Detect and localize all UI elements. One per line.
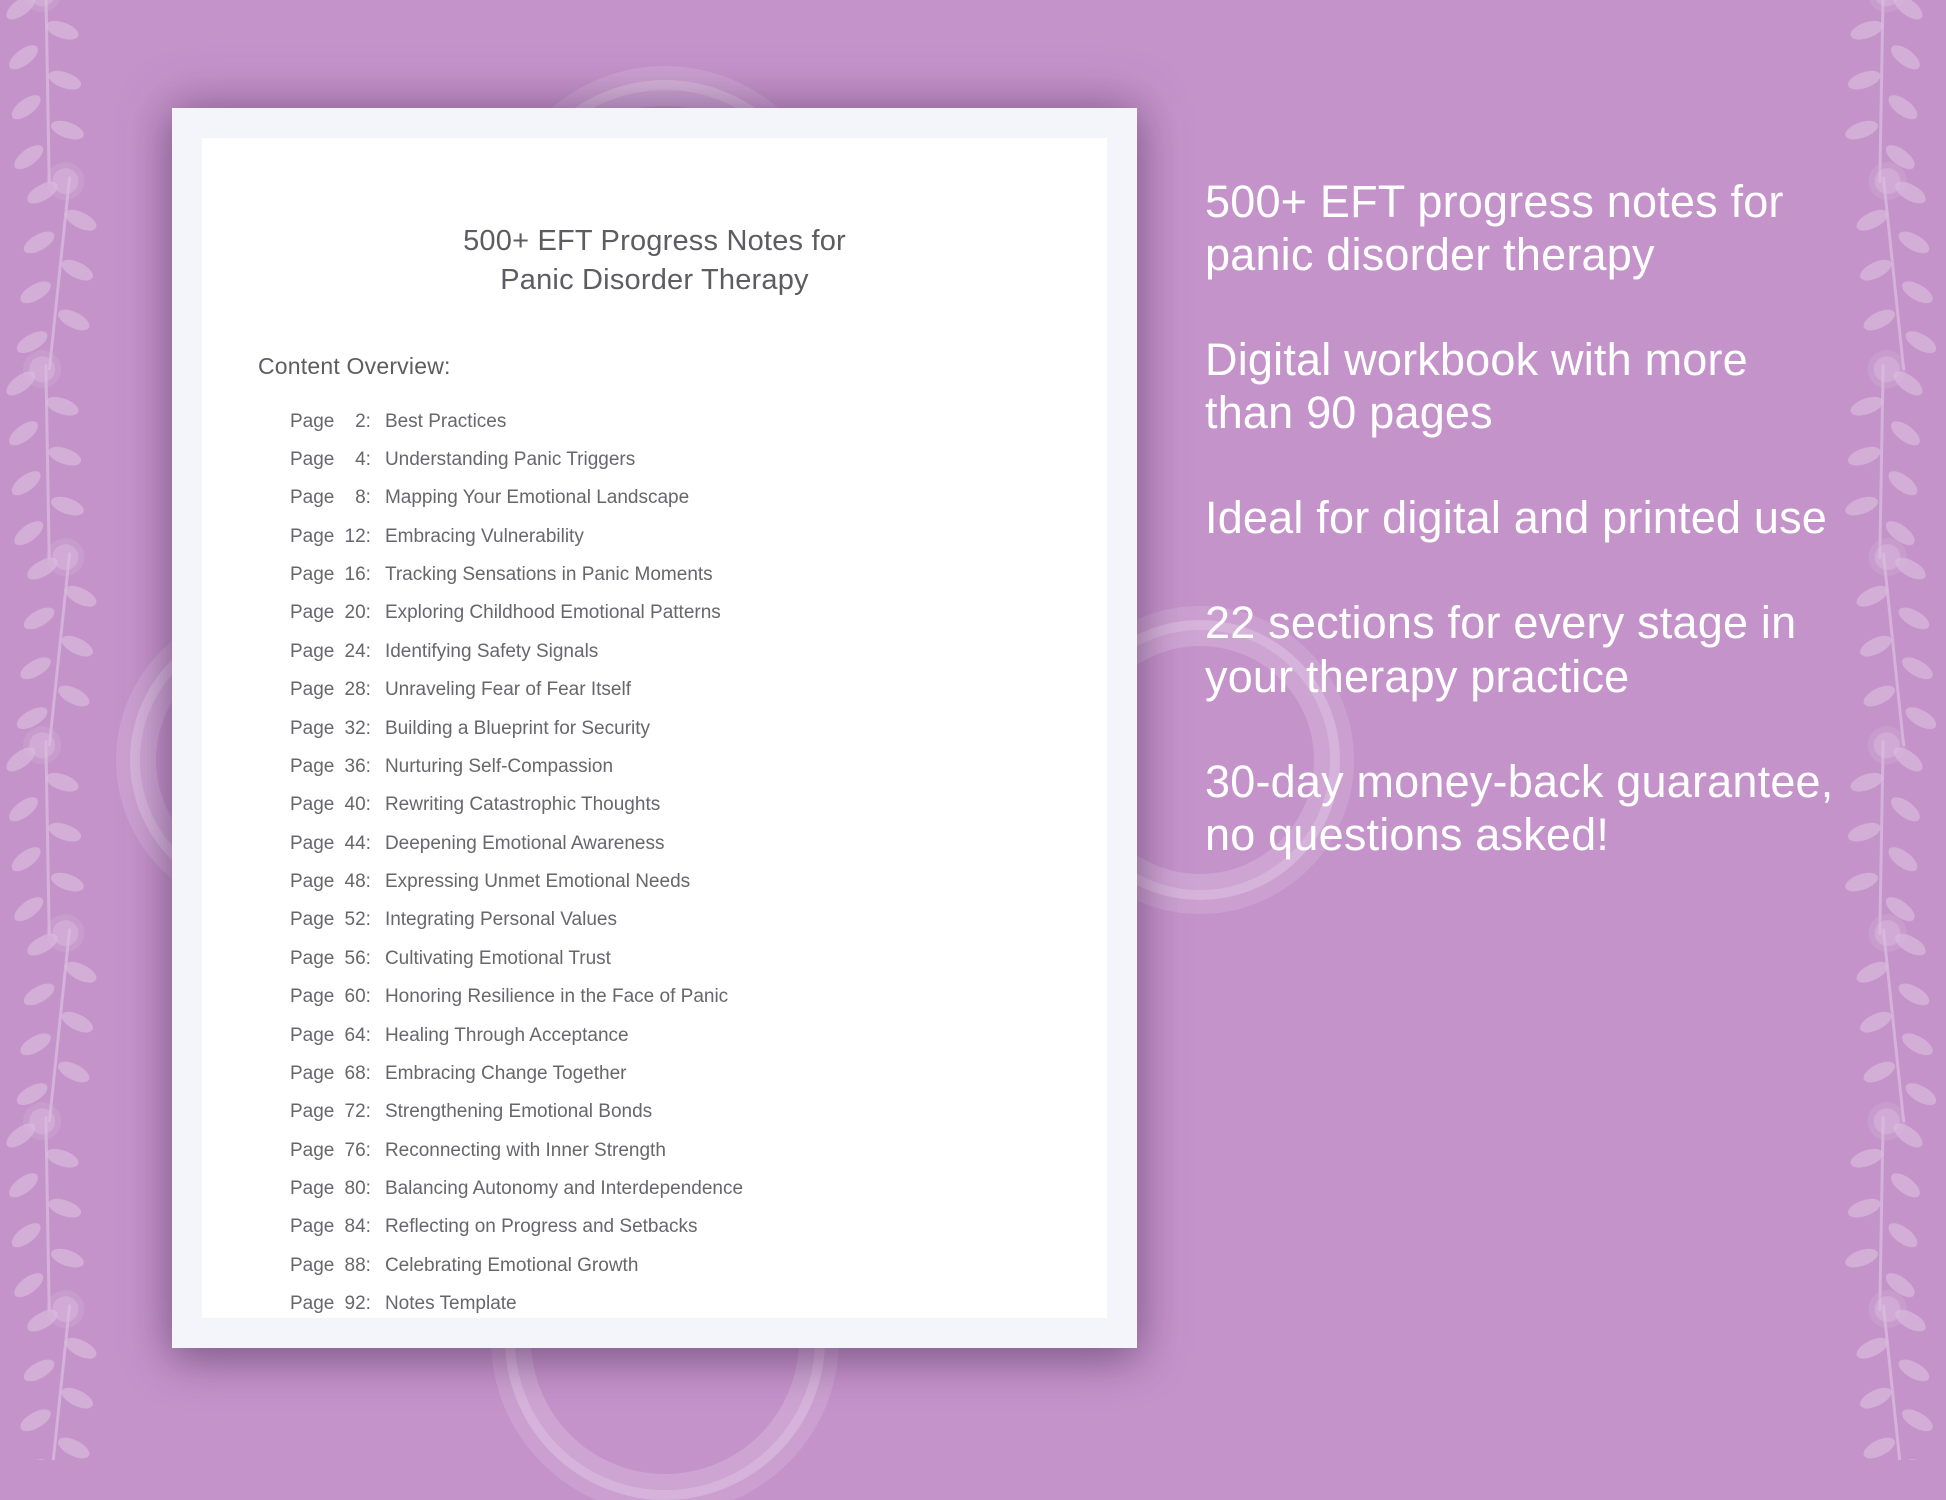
floral-border-left — [0, 0, 115, 1460]
floral-leaf — [1884, 844, 1921, 875]
floral-leaf — [1848, 1144, 1886, 1173]
toc-page-number: Page 72: — [290, 1101, 371, 1123]
floral-leaf — [17, 654, 55, 682]
toc-section-title: Reconnecting with Inner Strength — [384, 1139, 666, 1161]
toc-section-title: Mapping Your Emotional Landscape — [384, 487, 690, 509]
marketing-copy-block: Digital workbook with more than 90 pages — [1205, 334, 1748, 439]
floral-bloom — [52, 919, 80, 947]
floral-leaf — [2, 0, 39, 23]
floral-sprig — [0, 164, 115, 381]
toc-row — [290, 517, 1051, 555]
floral-leaf — [1854, 580, 1891, 612]
toc-page-number: Page 56: — [290, 947, 371, 969]
toc-page-number: Page 32: — [290, 717, 371, 739]
floral-bloom — [1873, 356, 1900, 383]
floral-leaf — [20, 980, 58, 1008]
floral-leaf — [1882, 142, 1919, 173]
floral-leaf — [59, 1006, 96, 1038]
floral-leaf — [24, 178, 62, 206]
toc-row — [290, 440, 1051, 478]
toc-page-number: Page 12: — [290, 525, 371, 547]
floral-sprig — [1831, 164, 1946, 381]
floral-leaf — [20, 228, 58, 256]
floral-leaf — [43, 16, 81, 45]
toc-section-title: Expressing Unmet Emotional Needs — [384, 871, 691, 893]
floral-leaf — [1895, 228, 1933, 256]
floral-leaf — [1889, 1120, 1926, 1151]
toc-page-number: Page 28: — [290, 679, 371, 701]
toc-section-title: Embracing Change Together — [384, 1062, 627, 1084]
floral-leaf — [5, 794, 42, 825]
toc-row — [290, 402, 1051, 440]
toc-row — [290, 1208, 1051, 1246]
marketing-copy-block: Ideal for digital and printed use — [1205, 492, 1828, 544]
floral-leaf — [62, 580, 99, 612]
floral-leaf — [5, 1170, 42, 1201]
floral-bloom — [1874, 1295, 1902, 1323]
toc-row — [290, 1054, 1051, 1092]
floral-leaf — [1892, 930, 1930, 958]
floral-leaf — [1892, 554, 1930, 582]
toc-page-number: Page 16: — [290, 564, 371, 586]
floral-sprig — [0, 916, 115, 1133]
floral-sprig — [1831, 540, 1946, 757]
floral-leaf — [1857, 1006, 1894, 1038]
toc-section-title: Integrating Personal Values — [384, 909, 617, 931]
floral-leaf — [13, 1080, 51, 1108]
floral-leaf — [1884, 468, 1921, 499]
toc-page-number: Page 20: — [290, 602, 371, 624]
toc-section-title: Notes Template — [384, 1293, 517, 1315]
floral-bloom — [52, 543, 80, 571]
marketing-copy-block: 30-day money-back guarantee, no questions asked! — [1205, 755, 1834, 860]
toc-row — [290, 978, 1051, 1016]
floral-bloom — [29, 732, 56, 759]
floral-leaf — [62, 204, 99, 236]
floral-leaf — [49, 492, 87, 521]
document-title-line-2: Panic Disorder Therapy — [500, 264, 809, 297]
toc-page-number: Page 52: — [290, 909, 371, 931]
floral-bloom — [29, 0, 56, 7]
floral-leaf — [10, 1270, 47, 1301]
floral-leaf — [1895, 980, 1933, 1008]
floral-sprig — [0, 1292, 115, 1460]
floral-leaf — [2, 744, 39, 775]
floral-leaf — [1857, 630, 1894, 662]
floral-leaf — [46, 66, 84, 95]
toc-section-title: Tracking Sensations in Panic Moments — [384, 564, 713, 586]
floral-leaf — [49, 1244, 87, 1273]
floral-sprig — [1831, 0, 1940, 193]
toc-page-number: Page 64: — [290, 1024, 371, 1046]
floral-leaf — [46, 1194, 84, 1223]
floral-leaf — [1899, 1406, 1937, 1434]
toc-section-title: Building a Blueprint for Security — [384, 717, 651, 739]
toc-page-number: Page 60: — [290, 986, 371, 1008]
floral-leaf — [55, 304, 92, 336]
floral-leaf — [5, 42, 42, 73]
floral-bloom — [29, 356, 56, 383]
floral-sprig — [1831, 1105, 1940, 1320]
floral-sprig — [0, 0, 109, 193]
floral-leaf — [1895, 1356, 1933, 1384]
toc-page-number: Page 80: — [290, 1178, 371, 1200]
floral-leaf — [49, 868, 87, 897]
floral-leaf — [1882, 1270, 1919, 1301]
toc-page-number: Page 2: — [290, 410, 371, 432]
toc-row — [290, 1131, 1051, 1169]
floral-leaf — [1857, 254, 1894, 286]
floral-leaf — [1887, 42, 1924, 73]
floral-leaf — [1848, 16, 1886, 45]
toc-row — [290, 901, 1051, 939]
floral-leaf — [46, 818, 84, 847]
toc-row — [290, 1016, 1051, 1054]
document-page-frame — [172, 108, 1137, 1348]
toc-row — [290, 555, 1051, 593]
toc-row — [290, 862, 1051, 900]
floral-bloom — [29, 1108, 56, 1135]
floral-bloom — [1873, 0, 1900, 7]
floral-leaf — [24, 1306, 62, 1334]
toc-section-title: Reflecting on Progress and Setbacks — [384, 1216, 698, 1238]
floral-leaf — [1882, 518, 1919, 549]
toc-page-number: Page 4: — [290, 448, 371, 470]
floral-leaf — [1892, 1306, 1930, 1334]
floral-leaf — [1845, 66, 1883, 95]
floral-leaf — [7, 92, 44, 123]
toc-row — [290, 1246, 1051, 1284]
floral-leaf — [59, 1382, 96, 1414]
toc-row — [290, 939, 1051, 977]
toc-section-title: Exploring Childhood Emotional Patterns — [384, 602, 721, 624]
toc-row — [290, 1285, 1051, 1323]
toc-section-title: Strengthening Emotional Bonds — [384, 1101, 653, 1123]
floral-leaf — [1845, 442, 1883, 471]
floral-leaf — [1861, 680, 1898, 712]
toc-row — [290, 824, 1051, 862]
floral-leaf — [1899, 654, 1937, 682]
floral-leaf — [49, 116, 87, 145]
floral-leaf — [43, 392, 81, 421]
floral-leaf — [1861, 304, 1898, 336]
toc-page-number: Page 84: — [290, 1216, 371, 1238]
floral-leaf — [13, 1456, 51, 1460]
floral-leaf — [10, 518, 47, 549]
floral-bloom — [1874, 543, 1902, 571]
floral-leaf — [55, 1056, 92, 1088]
toc-page-number: Page 92: — [290, 1293, 371, 1315]
floral-leaf — [17, 278, 55, 306]
toc-page-number: Page 8: — [290, 487, 371, 509]
floral-sprig — [1831, 916, 1946, 1133]
floral-bloom — [1873, 732, 1900, 759]
toc-section-title: Healing Through Acceptance — [384, 1024, 629, 1046]
toc-row — [290, 786, 1051, 824]
floral-bloom — [1874, 167, 1902, 195]
floral-leaf — [1854, 956, 1891, 988]
floral-leaf — [1848, 392, 1886, 421]
floral-leaf — [1902, 1456, 1940, 1460]
toc-row — [290, 594, 1051, 632]
floral-leaf — [1889, 744, 1926, 775]
floral-leaf — [62, 956, 99, 988]
toc-row — [290, 671, 1051, 709]
floral-leaf — [5, 418, 42, 449]
floral-leaf — [1889, 0, 1926, 23]
floral-sprig — [0, 1105, 109, 1320]
toc-page-number: Page 68: — [290, 1062, 371, 1084]
floral-leaf — [55, 680, 92, 712]
floral-leaf — [1848, 768, 1886, 797]
floral-leaf — [1845, 818, 1883, 847]
floral-leaf — [1884, 1220, 1921, 1251]
floral-leaf — [1889, 368, 1926, 399]
floral-sprig — [0, 540, 115, 757]
toc-row — [290, 709, 1051, 747]
content-overview-label: Content Overview: — [258, 352, 451, 379]
toc-section-title: Honoring Resilience in the Face of Panic — [384, 986, 729, 1008]
toc-page-number: Page 76: — [290, 1139, 371, 1161]
toc-section-title: Balancing Autonomy and Interdependence — [384, 1178, 744, 1200]
toc-section-title: Cultivating Emotional Trust — [384, 947, 611, 969]
floral-leaf — [1887, 1170, 1924, 1201]
floral-leaf — [59, 254, 96, 286]
floral-leaf — [10, 142, 47, 173]
floral-leaf — [2, 1120, 39, 1151]
floral-leaf — [2, 368, 39, 399]
floral-leaf — [43, 1144, 81, 1173]
floral-leaf — [1884, 92, 1921, 123]
floral-leaf — [1857, 1382, 1894, 1414]
toc-section-title: Celebrating Emotional Growth — [384, 1254, 639, 1276]
floral-leaf — [17, 1030, 55, 1058]
toc-section-title: Embracing Vulnerability — [384, 525, 584, 547]
floral-leaf — [20, 604, 58, 632]
floral-leaf — [46, 442, 84, 471]
floral-leaf — [62, 1332, 99, 1364]
floral-leaf — [59, 630, 96, 662]
table-of-contents — [258, 402, 1051, 1323]
toc-section-title: Identifying Safety Signals — [384, 640, 599, 662]
floral-leaf — [1887, 794, 1924, 825]
floral-leaf — [1854, 1332, 1891, 1364]
floral-leaf — [1861, 1056, 1898, 1088]
floral-leaf — [1843, 492, 1881, 521]
toc-page-number: Page 88: — [290, 1254, 371, 1276]
toc-page-number: Page 48: — [290, 871, 371, 893]
toc-row — [290, 1169, 1051, 1207]
toc-section-title: Understanding Panic Triggers — [384, 448, 636, 470]
document-page — [202, 138, 1107, 1318]
floral-sprig — [0, 353, 109, 568]
toc-row — [290, 747, 1051, 785]
floral-leaf — [1845, 1194, 1883, 1223]
floral-sprig — [0, 729, 109, 944]
floral-leaf — [1902, 704, 1940, 732]
toc-page-number: Page 40: — [290, 794, 371, 816]
floral-sprig — [1831, 1292, 1946, 1460]
floral-border-right — [1831, 0, 1946, 1460]
marketing-copy-block: 500+ EFT progress notes for panic disorder therapy — [1205, 176, 1784, 281]
floral-leaf — [55, 1432, 92, 1460]
toc-page-number: Page 36: — [290, 755, 371, 777]
document-title-line-1: 500+ EFT Progress Notes for — [463, 225, 846, 257]
floral-leaf — [24, 930, 62, 958]
floral-bloom — [1874, 919, 1902, 947]
floral-leaf — [13, 704, 51, 732]
toc-section-title: Deepening Emotional Awareness — [384, 832, 665, 854]
floral-bloom — [1873, 1108, 1900, 1135]
floral-leaf — [1843, 868, 1881, 897]
document-title — [258, 222, 1051, 301]
marketing-copy-block: 22 sections for every stage in your therapy practice — [1205, 597, 1797, 702]
floral-leaf — [1899, 1030, 1937, 1058]
toc-page-number: Page 24: — [290, 640, 371, 662]
floral-leaf — [7, 844, 44, 875]
toc-section-title: Best Practices — [384, 410, 507, 432]
marketing-copy — [1205, 175, 1845, 861]
floral-leaf — [1854, 204, 1891, 236]
floral-leaf — [24, 554, 62, 582]
floral-sprig — [1831, 729, 1940, 944]
toc-page-number: Page 44: — [290, 832, 371, 854]
floral-leaf — [43, 768, 81, 797]
floral-bloom — [52, 1295, 80, 1323]
floral-leaf — [1902, 1080, 1940, 1108]
floral-leaf — [1895, 604, 1933, 632]
floral-leaf — [17, 1406, 55, 1434]
toc-section-title: Unraveling Fear of Fear Itself — [384, 679, 631, 701]
floral-leaf — [1843, 1244, 1881, 1273]
floral-leaf — [1902, 328, 1940, 356]
toc-row — [290, 479, 1051, 517]
floral-leaf — [13, 328, 51, 356]
toc-row — [290, 1093, 1051, 1131]
floral-leaf — [1892, 178, 1930, 206]
floral-leaf — [1843, 116, 1881, 145]
toc-section-title: Rewriting Catastrophic Thoughts — [384, 794, 661, 816]
floral-bloom — [52, 167, 80, 195]
floral-leaf — [1882, 894, 1919, 925]
floral-leaf — [1887, 418, 1924, 449]
floral-leaf — [7, 1220, 44, 1251]
toc-row — [290, 632, 1051, 670]
floral-leaf — [1861, 1432, 1898, 1460]
floral-sprig — [1831, 353, 1940, 568]
toc-section-title: Nurturing Self-Compassion — [384, 755, 614, 777]
floral-leaf — [7, 468, 44, 499]
floral-leaf — [10, 894, 47, 925]
floral-leaf — [1899, 278, 1937, 306]
floral-leaf — [20, 1356, 58, 1384]
